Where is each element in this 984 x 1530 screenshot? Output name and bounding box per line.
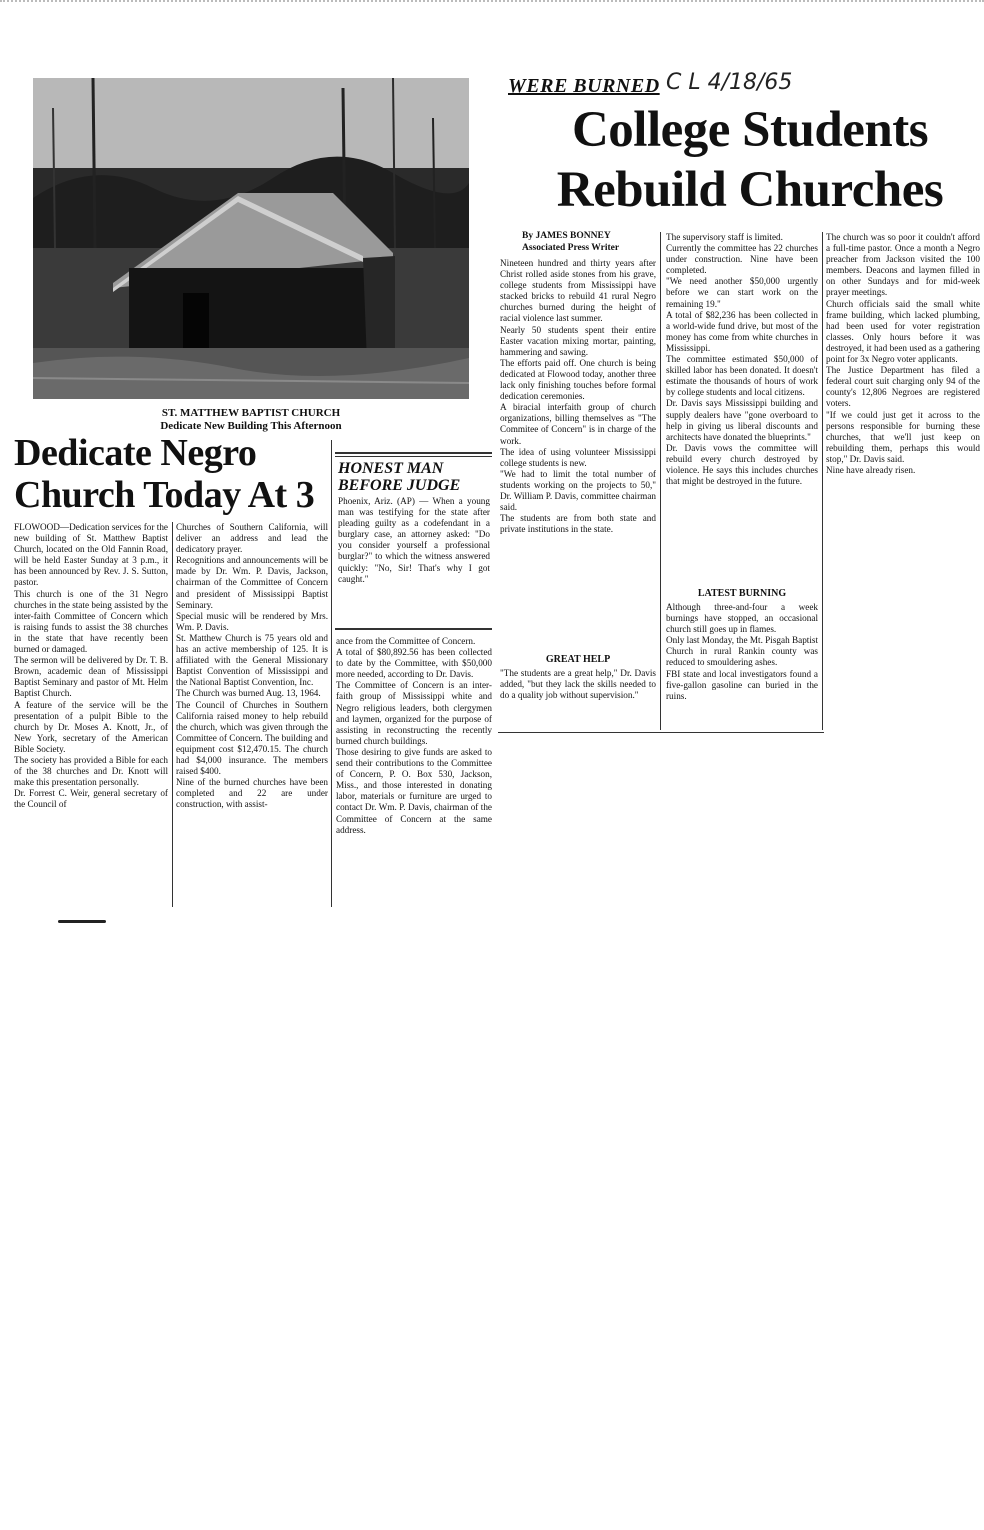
- headline-right-line-2: Rebuild Churches: [556, 162, 944, 218]
- kicker: WERE BURNED: [508, 75, 660, 97]
- article-left-col-1: FLOWOOD—Dedication services for the new building of St. Matthew Baptist Church, located on the Old Fannin Road, will be held Easter Sunday at 3 p.m., it has been announced by Rev. J. S. Sutton, pastor. This church is one of the 31 Negro churches in the state being assisted by the inter-faith Committee of Concern which is raising funds to assist the 38 churches in the state that have recently been burned or damaged. The sermon will be delivered by Dr. T. B. Brown, academic dean of Mississippi Baptist Seminary and pastor of Mt. Helm Baptist Church. A feature of the service will be the presentation of a pulpit Bible to the church by Dr. Moses A. Knott, Jr., of New York, secretary of the American Bible Society. The society has provided a Bible for each of the 38 churches and Dr. Knott will make this presentation personally. Dr. Forrest C. Weir, general secretary of the Council of: [14, 522, 168, 810]
- byline-role: Associated Press Writer: [522, 243, 620, 253]
- column-divider: [822, 232, 823, 730]
- box-bottom-rule: [335, 628, 492, 630]
- article-left-col-3: ance from the Committee of Concern. A total of $80,892.56 has been collected to date by the Committee, with $50,000 more needed, according to Dr. Davis. The Committee of Concern is an inter-faith group of Mississippi white and Negro religious leaders, both clergymen and laymen, organized for the purpose of assisting in reconstructing the recently burned church buildings. Those desiring to give funds are asked to send their contributions to the Committee of Concern, P. O. Box 530, Jackson, Miss., and those interested in donating labor, materials or furniture are urged to contact Dr. Wm. P. Davis, chairman of the Committee of Concern at the same address.: [336, 636, 492, 835]
- article-right-col-1: Nineteen hundred and thirty years after Christ rolled aside stones from his grave, college students from Mississippi have stacked bricks to rebuild 41 rural Negro churches burned during the height of racial violence last summer. Nearly 50 students spent their entire Easter vacation mixing mortar, painting, hammering and sawing. The efforts paid off. One church is being dedicated at Flowood today, another three lack only finishing touches before formal dedication ceremonies. A biracial interfaith group of church organizations, billing themselves as "The Commitee of Concern" is in charge of the work. The idea of using volunteer Mississippi college students is new. "We had to limit the total number of students working on the projects to 50," Dr. William P. Davis, committee chairman said. The students are from both state and private institutions in the state.: [500, 258, 656, 535]
- article-left-col-2: Churches of Southern California, will deliver an address and lead the dedicatory prayer. Recognitions and announcements will be made by Dr. Wm. P. Davis, Jackson, chairman of the Committee of Concern and president of Mississippi Baptist Seminary. Special music will be rendered by Mrs. Wm. P. Davis. St. Matthew Church is 75 years old and has an active membership of 125. It is affiliated with the General Missionary Baptist Convention of Mississippi and the National Baptist Convention, Inc. The Church was burned Aug. 13, 1964. The Council of Churches in Southern California raised money to help rebuild the church, which was given through the Committee of Concern. The building and equipment cost $12,470.15. The church had $4,000 insurance. The members raised $400. Nine of the burned churches have been completed and 22 are under construction, with assist-: [176, 522, 328, 810]
- fold-mark: [58, 920, 106, 923]
- column-divider: [172, 522, 173, 907]
- church-photo: [33, 78, 469, 399]
- byline: By JAMES BONNEY: [522, 231, 611, 241]
- box-headline-line-1: HONEST MAN: [338, 460, 444, 477]
- handwritten-note: C L 4/18/65: [666, 70, 793, 95]
- box-top-rule: [335, 452, 492, 454]
- photo-caption-subtitle: Dedicate New Building This Afternoon: [160, 420, 342, 432]
- box-headline: [338, 460, 490, 494]
- box-top-rule-2: [335, 456, 492, 457]
- article-right-col-2: The supervisory staff is limited. Currently the committee has 22 churches under construction. Nine have been completed. "We need another $50,000 urgently before we can start work on the remaining 19." A total of $82,236 has been collected in a world-wide fund drive, but most of the money has come from white churches in Mississippi. The committee estimated $50,000 of skilled labor has been donated. It doesn't estimate the thousands of hours of work by college students and local citizens. Dr. Davis says Mississippi building and supply dealers have "gone overboard to help in giving us liberal discounts and architects have donated the blueprints." Dr. Davis vows the committee will rebuild every church destroyed by violence. He says this includes churches that might be destroyed in the future.: [666, 232, 818, 487]
- headline-right: [520, 100, 980, 220]
- byline-block: [500, 230, 658, 254]
- subhead-great-help: GREAT HELP: [545, 654, 611, 665]
- column-divider: [331, 440, 332, 907]
- column-divider: [660, 232, 661, 730]
- subhead-latest-burning: LATEST BURNING: [697, 588, 787, 599]
- headline-right-line-1: College Students: [571, 102, 929, 158]
- headline-left: [14, 432, 332, 516]
- box-headline-line-2: BEFORE JUDGE: [338, 477, 461, 494]
- headline-left-line-2: Church Today At 3: [14, 474, 315, 516]
- article-right-col-3: The church was so poor it couldn't afford a full-time pastor. Once a month a Negro preacher from Jackson visited the 100 members. Deacons and laymen filled in on other Sundays and for mid-week prayer meetings. Church officials said the small white frame building, which lacked plumbing, had been used for voter registration classes. Only hours before it was destroyed, it had been used as a gathering point for 3x Negro voter applicants. The Justice Department has filed a federal court suit charging only 94 of the county's 12,806 Negroes are registered voters. "If we could just get it across to the persons responsible for burning these churches, that we'll just keep on rebuilding them, perhaps this would stop," Dr. Davis said. Nine have already risen.: [826, 232, 980, 475]
- article-right-col-1b: "The students are a great help," Dr. Davis added, "but they lack the skills needed to do a quality job without supervision.": [500, 668, 656, 701]
- photo-caption-title: ST. MATTHEW BAPTIST CHURCH: [161, 407, 341, 419]
- top-dotted-border: [0, 0, 984, 8]
- article-bottom-rule: [498, 732, 824, 733]
- box-text: Phoenix, Ariz. (AP) — When a young man was testifying for the state after pleading guilty as a codefendant in a burglary case, an attorney asked: "Do you consider yourself a professional burglar?" to which the witness answered quickly: "No, Sir! That's why I got caught.": [338, 496, 490, 584]
- article-right-col-2b: Although three-and-four a week burnings have stopped, an occasional church still goes up in flames. Only last Monday, the Mt. Pisgah Baptist Church in rural Rankin county was reduced to smouldering ashes. FBI state and local investigators found a five-gallon gasoline can buried in the ruins.: [666, 602, 818, 701]
- headline-left-line-1: Dedicate Negro: [14, 432, 257, 474]
